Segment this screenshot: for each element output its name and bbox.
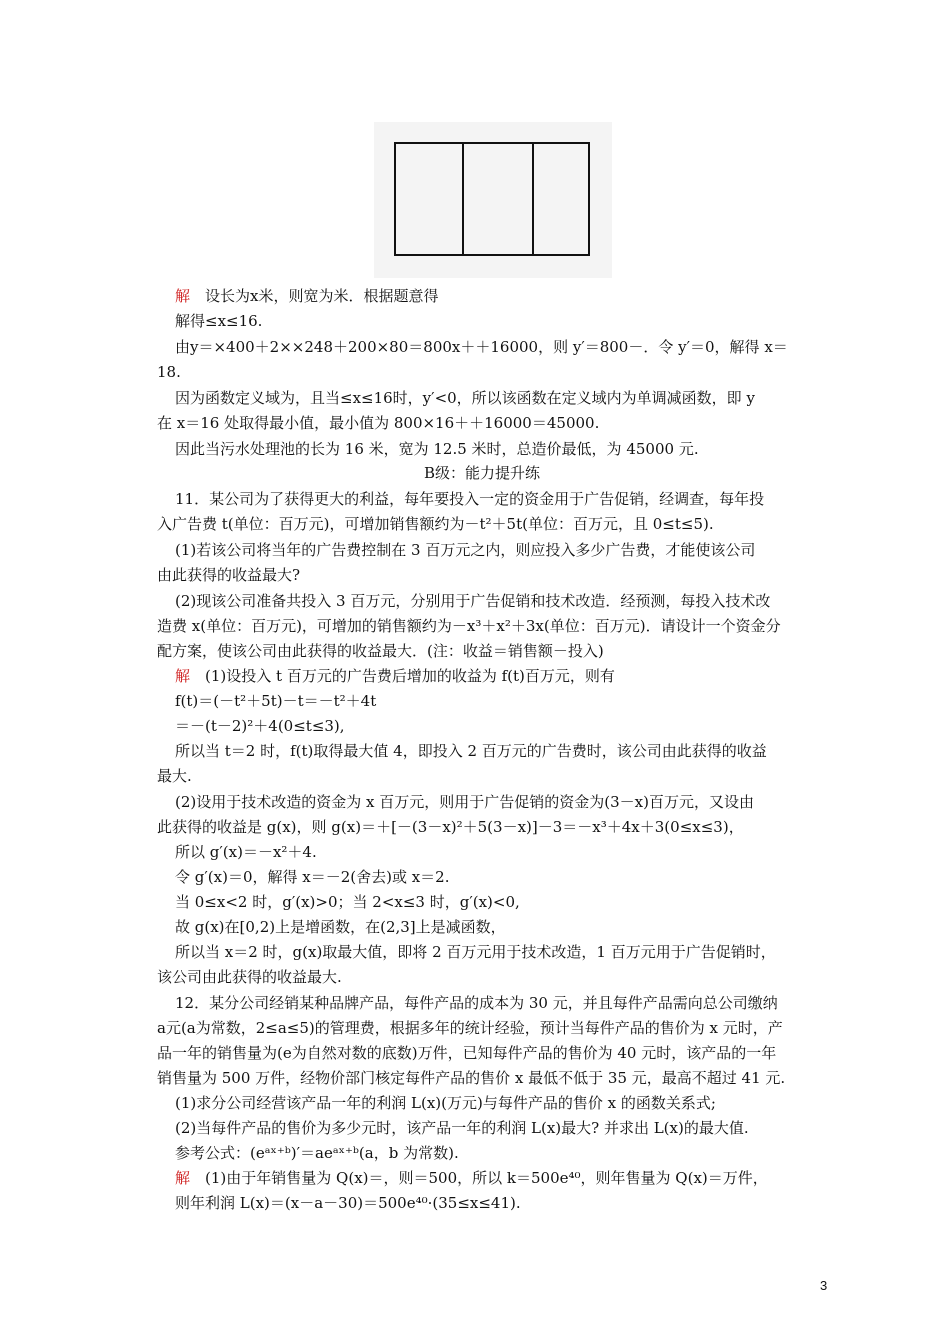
text-line: 所以当 t＝2 时，f(t)取得最大值 4，即投入 2 百万元的广告费时，该公司由此获得的收益 [175,742,767,760]
text-line: (2)当每件产品的售价为多少元时，该产品一年的利润 L(x)最大? 并求出 L(x)的最大值. [175,1119,749,1137]
text-line: 18. [157,363,181,381]
text-line: 则年利润 L(x)＝(x－a－30)＝500e⁴⁰·(35≤x≤41). [175,1194,521,1212]
text-line: 11．某公司为了获得更大的利益，每年要投入一定的资金用于广告促销，经调查，每年投 [175,490,765,508]
solution-line: 解 (1)由于年销售量为 Q(x)＝，则＝500，所以 k＝500e⁴⁰，则年售量为 Q(x)＝万件， [175,1169,768,1187]
text-line: 所以 g′(x)＝－x²＋4. [175,843,317,861]
text-line: 由此获得的收益最大? [157,566,301,584]
text-line: 当 0≤x<2 时，g′(x)>0；当 2<x≤3 时，g′(x)<0, [175,893,520,911]
text-line: 令 g′(x)＝0，解得 x＝－2(舍去)或 x＝2. [175,868,450,886]
text-line: 品一年的销售量为(e为自然对数的底数)万件，已知每件产品的售价为 40 元时，该产品的一年 [157,1044,777,1062]
text-line: 因此当污水处理池的长为 16 米，宽为 12.5 米时，总造价最低，为 45000 元. [175,440,699,458]
page-number: 3 [820,1278,828,1293]
text-line: (1)求分公司经营该产品一年的利润 L(x)(万元)与每件产品的售价 x 的函数关系式; [175,1094,716,1112]
text-line: 最大. [157,767,192,785]
pool-diagram [374,122,612,278]
text-line: (1)若该公司将当年的广告费控制在 3 百万元之内，则应投入多少广告费，才能使该公司 [175,541,756,559]
text-line: (2)现该公司准备共投入 3 百万元，分别用于广告促销和技术改造．经预测，每投入技术改 [175,592,771,610]
solution-line: 解 设长为x米，则宽为米．根据题意得 [175,287,439,305]
text-line: (2)设用于技术改造的资金为 x 百万元，则用于广告促销的资金为(3－x)百万元，又设由 [175,793,754,811]
text-line: 在 x＝16 处取得最小值，最小值为 800×16＋＋16000＝45000. [157,414,600,432]
pool-divider [462,144,464,254]
pool-divider [532,144,534,254]
solution-keyword: 解 [175,287,191,305]
text-line: 销售量为 500 万件，经物价部门核定每件产品的售价 x 最低不低于 35 元，最高不超过 41 元. [157,1069,786,1087]
text-line: 由y＝×400＋2××248＋200×80＝800x＋＋16000，则 y′＝800－．令 y′＝0，解得 x＝ [175,338,788,356]
pool-outline [394,142,590,256]
text-line: ＝－(t－2)²＋4(0≤t≤3), [175,717,345,735]
text-line: 12．某分公司经销某种品牌产品，每件产品的成本为 30 元，并且每件产品需向总公司缴纳 [175,994,778,1012]
text-line: 因为函数定义域为，且当≤x≤16时，y′<0，所以该函数在定义域内为单调减函数，即 y [175,389,755,407]
text-line: 造费 x(单位：百万元)，可增加的销售额约为－x³＋x²＋3x(单位：百万元)．请设计一个资金分 [157,617,781,635]
text-line: 配方案，使该公司由此获得的收益最大．(注：收益＝销售额－投入) [157,642,604,660]
solution-line: 解 (1)设投入 t 百万元的广告费后增加的收益为 f(t)百万元，则有 [175,667,615,685]
text-line: 故 g(x)在[0,2)上是增函数，在(2,3]上是减函数， [175,918,506,936]
text-line: 参考公式：(eᵃˣ⁺ᵇ)′＝aeᵃˣ⁺ᵇ(a，b 为常数). [175,1144,459,1162]
text-line: 此获得的收益是 g(x)，则 g(x)＝＋[－(3－x)²＋5(3－x)]－3＝－x³＋4x＋3(0≤x≤3)， [157,818,744,836]
text-line: 入广告费 t(单位：百万元)，可增加销售额约为－t²＋5t(单位：百万元，且 0≤t≤5). [157,515,714,533]
section-heading: B级：能力提升练 [423,464,541,482]
text-line: a元(a为常数，2≤a≤5)的管理费，根据多年的统计经验，预计当每件产品的售价为 x 元时，产 [157,1019,783,1037]
text-line: f(t)＝(－t²＋5t)－t＝－t²＋4t [175,692,377,710]
text-line: 解得≤x≤16. [175,312,263,330]
text-line: 该公司由此获得的收益最大. [157,968,342,986]
text-line: 所以当 x＝2 时，g(x)取最大值，即将 2 百万元用于技术改造，1 百万元用于广告促销时， [175,943,776,961]
